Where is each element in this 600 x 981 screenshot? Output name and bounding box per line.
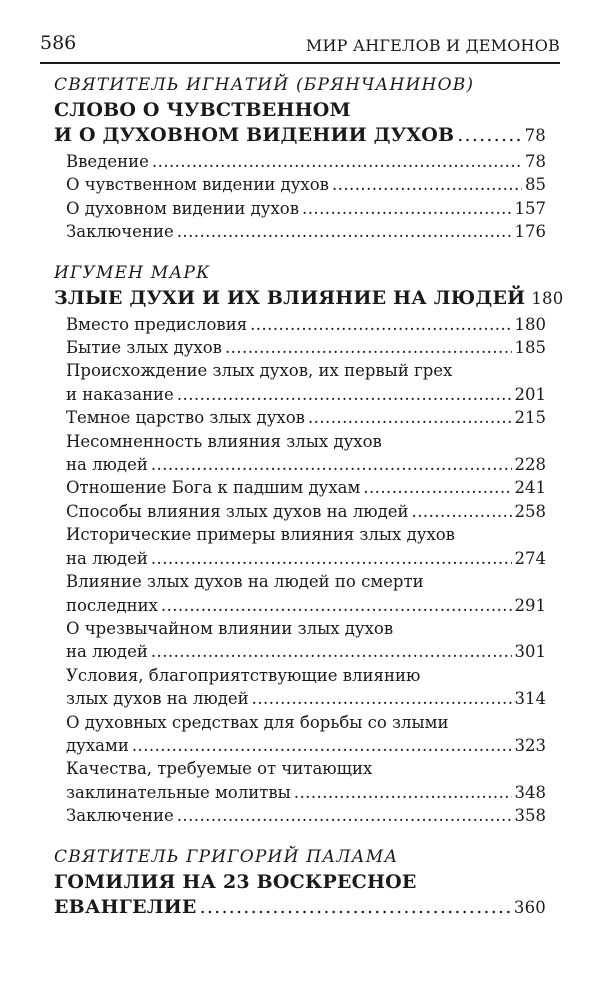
toc-entry[interactable] <box>66 711 546 758</box>
leader-dots <box>151 640 512 663</box>
toc-entry[interactable] <box>66 804 546 827</box>
entry-text: Заключение <box>66 806 174 826</box>
toc-entry[interactable] <box>66 197 546 220</box>
entry-text: на людей <box>66 642 148 662</box>
leader-dots <box>151 453 512 476</box>
page-ref: 78 <box>525 152 546 171</box>
page-ref: 78 <box>524 126 546 145</box>
title-text: ГОМИЛИЯ НА 23 ВОСКРЕСНОЕ <box>54 870 417 893</box>
entry-text: на людей <box>66 455 148 475</box>
entry-text: заклинательные молитвы <box>66 782 291 802</box>
title-text: СЛОВО О ЧУВСТВЕННОМ <box>54 99 351 121</box>
title-text: ЕВАНГЕЛИЕ <box>54 895 197 918</box>
page-ref: 314 <box>514 689 546 709</box>
entry-text: Качества, требуемые от читающих <box>66 759 373 779</box>
title-text: И О ДУХОВНОМ ВИДЕНИИ ДУХОВ <box>54 124 455 146</box>
toc-entry[interactable] <box>66 476 546 499</box>
entry-text: Способы влияния злых духов на людей <box>66 501 409 521</box>
section-title[interactable] <box>54 98 546 148</box>
leader-dots <box>161 594 512 617</box>
page-ref: 241 <box>514 478 546 498</box>
leader-dots <box>457 123 521 148</box>
section-author: СВЯТИТЕЛЬ ГРИГОРИЙ ПАЛАМА <box>54 846 399 867</box>
entry-text: Отношение Бога к падшим духам <box>66 478 361 498</box>
entry-text: злых духов на людей <box>66 689 249 709</box>
toc-section <box>54 72 546 244</box>
entry-list <box>54 313 546 828</box>
entry-text: духами <box>66 735 129 755</box>
leader-dots <box>177 220 512 243</box>
page-ref: 274 <box>514 548 546 568</box>
page-ref: 258 <box>514 501 546 521</box>
table-of-contents <box>54 72 564 936</box>
entry-text: Заключение <box>66 222 174 242</box>
page-ref: 180 <box>514 314 546 334</box>
toc-entry[interactable] <box>66 220 546 243</box>
page-ref: 291 <box>514 595 546 615</box>
leader-dots <box>308 406 512 429</box>
toc-entry[interactable] <box>66 406 546 429</box>
leader-dots <box>132 734 512 757</box>
leader-dots <box>332 173 522 196</box>
toc-entry[interactable] <box>66 336 546 359</box>
entry-text: О чрезвычайном влиянии злых духов <box>66 618 394 638</box>
page-ref: 348 <box>514 782 546 802</box>
toc-entry[interactable] <box>66 430 546 477</box>
entry-text: и наказание <box>66 384 174 404</box>
entry-text: О духовных средствах для борьбы со злыми <box>66 712 449 732</box>
leader-dots <box>225 336 512 359</box>
leader-dots <box>200 895 511 920</box>
page-ref: 180 <box>531 288 564 308</box>
entry-text: последних <box>66 595 158 615</box>
page-ref: 215 <box>514 408 546 428</box>
page-ref: 358 <box>514 806 546 826</box>
leader-dots <box>151 547 512 570</box>
leader-dots <box>250 313 511 336</box>
entry-text: Условия, благоприятствующие влиянию <box>66 665 421 685</box>
toc-entry[interactable] <box>66 757 546 804</box>
leader-dots <box>177 383 512 406</box>
page-number: 586 <box>40 32 77 54</box>
page-ref: 176 <box>514 222 546 242</box>
toc-entry[interactable] <box>66 617 546 664</box>
entry-text: Исторические примеры влияния злых духов <box>66 525 455 545</box>
entry-list <box>54 150 546 244</box>
section-title[interactable] <box>54 286 564 311</box>
page-ref: 185 <box>514 338 546 358</box>
page-ref: 360 <box>513 897 546 917</box>
toc-entry[interactable] <box>66 359 546 406</box>
toc-entry[interactable] <box>66 173 546 196</box>
entry-text: О чувственном видении духов <box>66 175 329 195</box>
page-header <box>40 30 560 64</box>
page-ref: 301 <box>514 642 546 662</box>
toc-entry[interactable] <box>66 313 546 336</box>
leader-dots <box>294 781 512 804</box>
leader-dots <box>412 500 512 523</box>
leader-dots <box>252 687 512 710</box>
toc-entry[interactable] <box>66 664 546 711</box>
page-ref: 157 <box>514 198 546 218</box>
toc-entry[interactable] <box>66 570 546 617</box>
page-ref: 228 <box>514 455 546 475</box>
entry-text: О духовном видении духов <box>66 198 300 218</box>
section-title[interactable] <box>54 870 546 920</box>
running-title: МИР АНГЕЛОВ И ДЕМОНОВ <box>305 36 560 55</box>
page-ref: 201 <box>514 384 546 404</box>
leader-dots <box>302 197 511 220</box>
entry-text: Темное царство злых духов <box>66 408 305 428</box>
entry-text: Влияние злых духов на людей по смерти <box>66 572 424 592</box>
page-ref: 85 <box>525 175 546 195</box>
page-ref: 323 <box>514 735 546 755</box>
toc-entry[interactable] <box>66 523 546 570</box>
entry-text: Бытие злых духов <box>66 338 222 358</box>
section-author: СВЯТИТЕЛЬ ИГНАТИЙ (БРЯНЧАНИНОВ) <box>54 75 475 95</box>
entry-text: Введение <box>66 152 149 171</box>
entry-text: Происхождение злых духов, их первый грех <box>66 361 453 381</box>
toc-entry[interactable] <box>66 150 546 173</box>
leader-dots <box>152 150 522 173</box>
entry-text: Вместо предисловия <box>66 314 248 334</box>
toc-section <box>54 844 546 920</box>
title-text: ЗЛЫЕ ДУХИ И ИХ ВЛИЯНИЕ НА ЛЮДЕЙ <box>54 286 526 309</box>
leader-dots <box>177 804 512 827</box>
toc-section <box>54 260 564 828</box>
entry-text: Несомненность влияния злых духов <box>66 431 382 451</box>
leader-dots <box>363 476 511 499</box>
entry-text: на людей <box>66 548 148 568</box>
section-author: ИГУМЕН МАРК <box>54 262 211 283</box>
toc-entry[interactable] <box>66 500 546 523</box>
